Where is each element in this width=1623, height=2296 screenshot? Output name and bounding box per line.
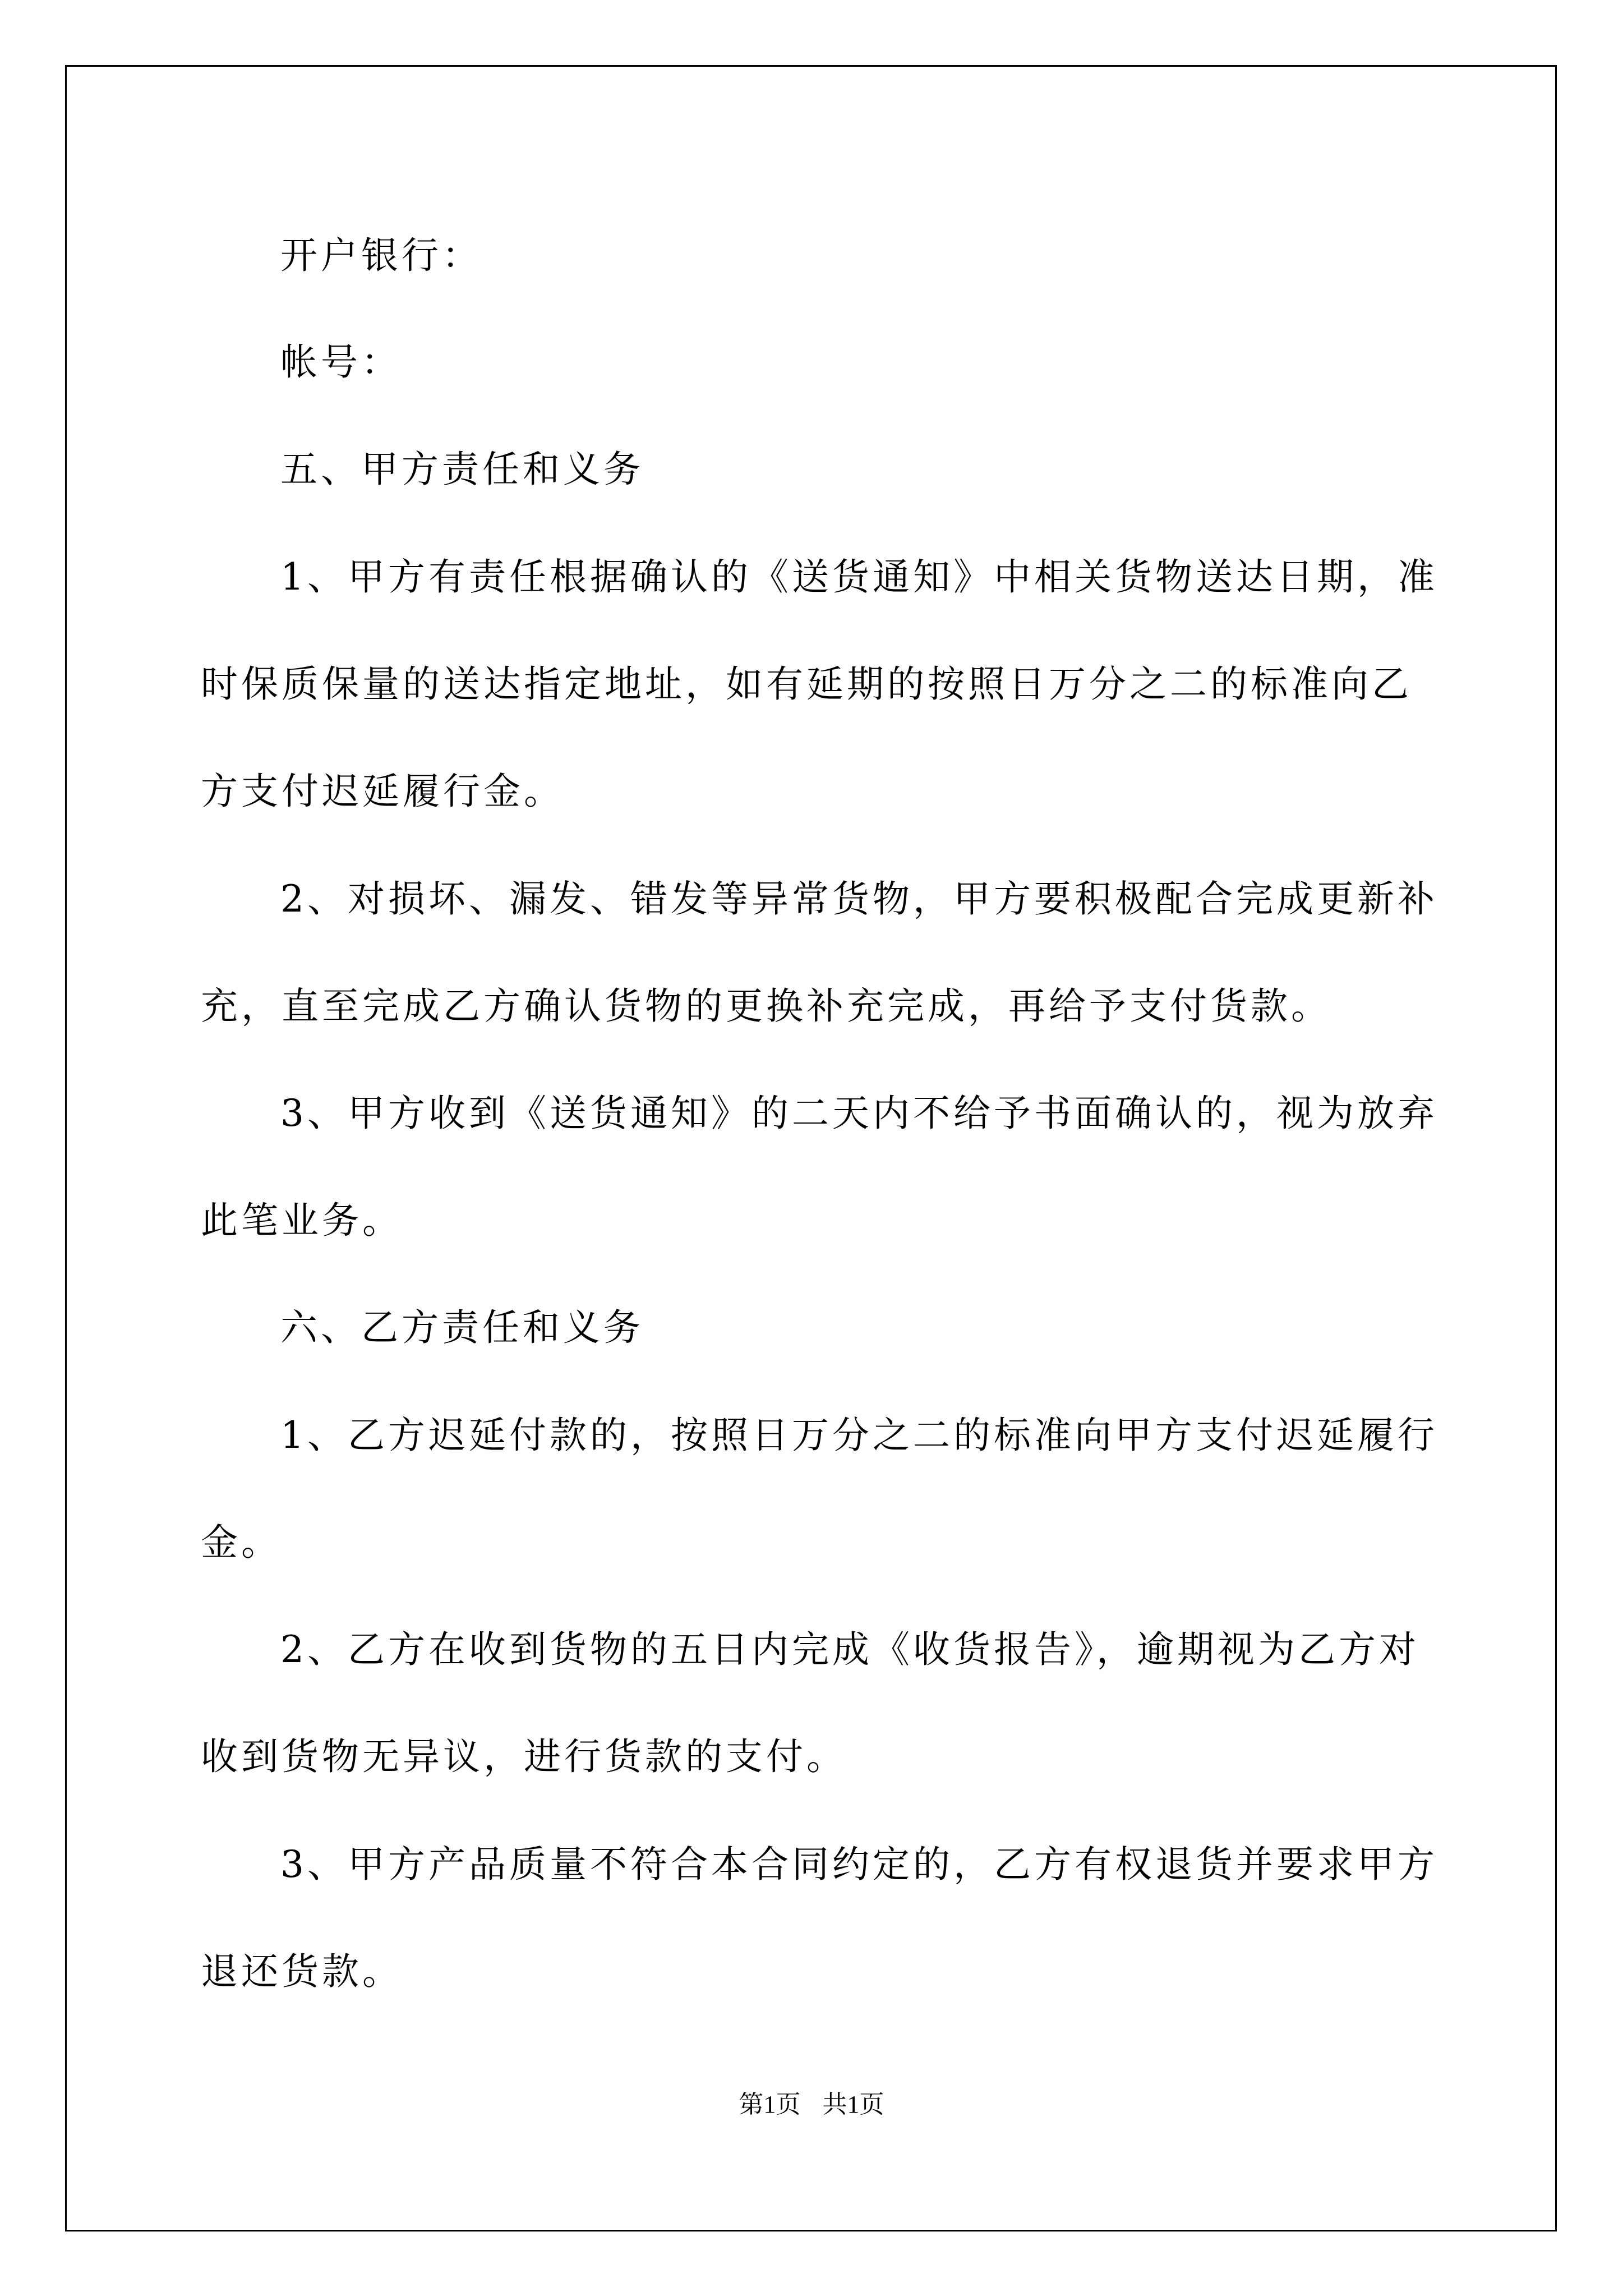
page-number: 第1页	[739, 2091, 801, 2118]
clause-5-1-line-3: 方支付迟延履行金。	[201, 770, 564, 813]
page-border	[65, 65, 1557, 2231]
clause-6-1-line-2: 金。	[201, 1521, 282, 1564]
page-total: 共1页	[822, 2091, 884, 2118]
account-label: 帐号：	[280, 341, 402, 384]
clause-6-3-line-2: 退还货款。	[201, 1950, 403, 1993]
section-heading-5: 五、甲方责任和义务	[280, 448, 644, 491]
clause-5-2-line-2: 充，直至完成乙方确认货物的更换补充完成，再给予支付货款。	[201, 984, 1331, 1028]
clause-6-2-line-1: 2、乙方在收到货物的五日内完成《收货报告》，逾期视为乙方对	[280, 1628, 1419, 1671]
page-footer	[0, 2084, 1623, 2120]
section-heading-6: 六、乙方责任和义务	[280, 1306, 644, 1349]
clause-6-3-line-1: 3、甲方产品质量不符合本合同约定的，乙方有权退货并要求甲方	[280, 1843, 1438, 1886]
clause-5-3-line-2: 此笔业务。	[201, 1199, 403, 1242]
clause-6-2-line-2: 收到货物无异议，进行货款的支付。	[201, 1735, 847, 1778]
clause-5-2-line-1: 2、对损坏、漏发、错发等异常货物，甲方要积极配合完成更新补	[280, 877, 1438, 921]
clause-5-1-line-2: 时保质保量的送达指定地址，如有延期的按照日万分之二的标准向乙	[201, 662, 1412, 706]
bank-label: 开户银行：	[280, 234, 482, 277]
clause-5-1-line-1: 1、甲方有责任根据确认的《送货通知》中相关货物送达日期，准	[280, 555, 1438, 599]
clause-5-3-line-1: 3、甲方收到《送货通知》的二天内不给予书面确认的，视为放弃	[280, 1092, 1438, 1135]
clause-6-1-line-1: 1、乙方迟延付款的，按照日万分之二的标准向甲方支付迟延履行	[280, 1414, 1438, 1457]
